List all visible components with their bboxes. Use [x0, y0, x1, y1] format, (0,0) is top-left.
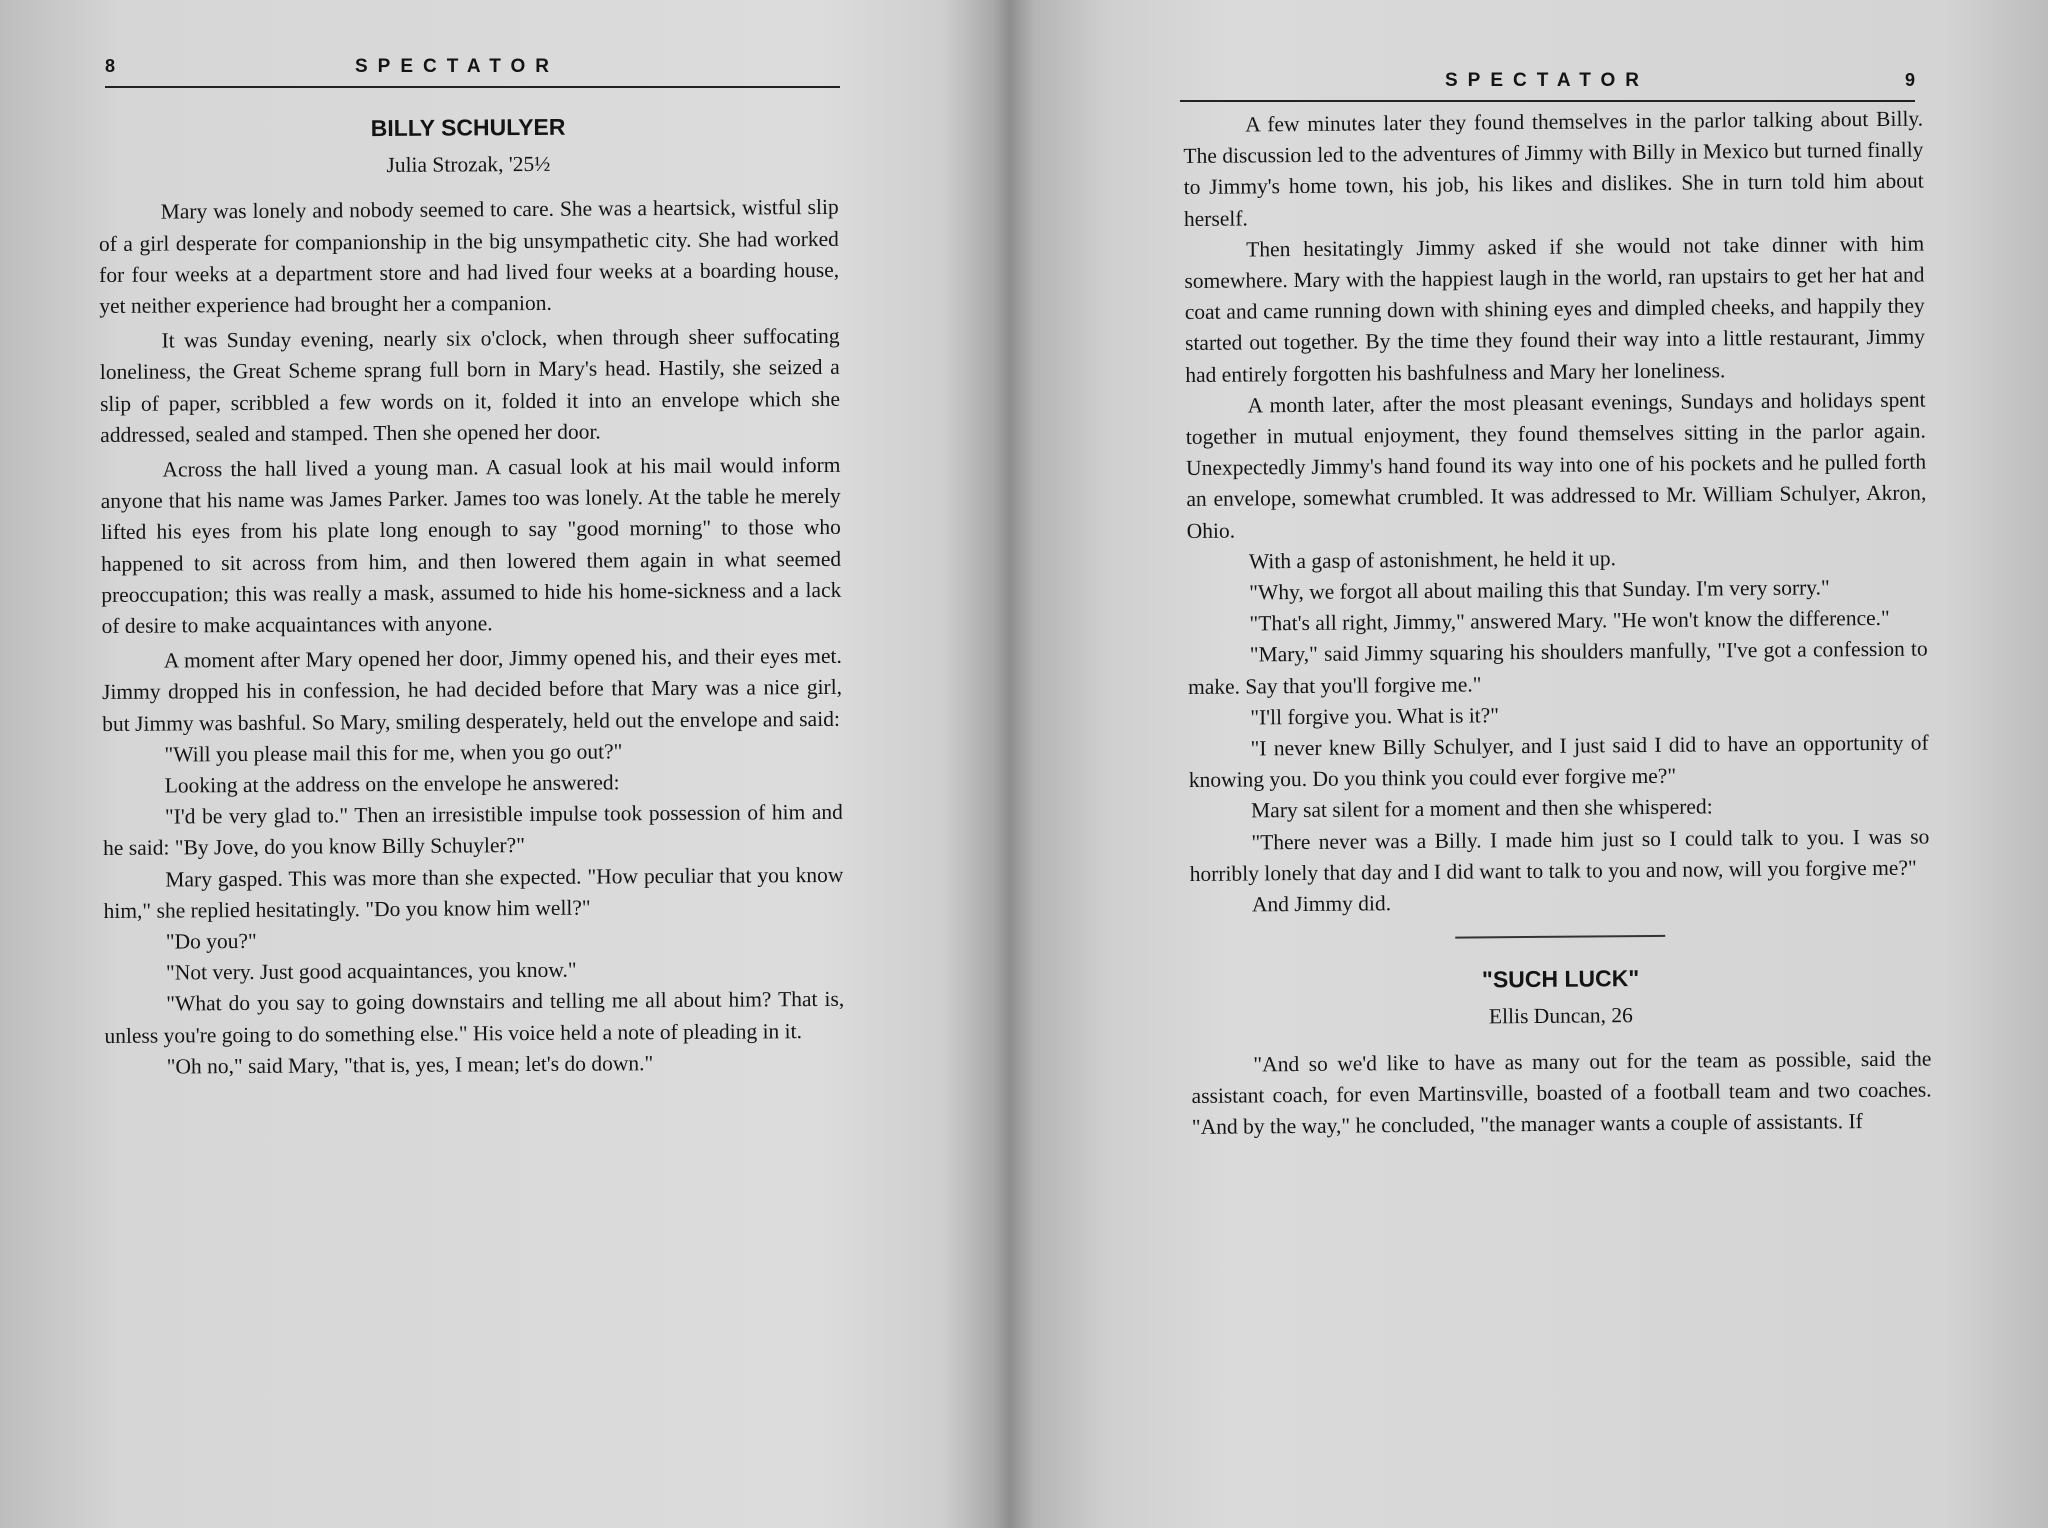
paragraph: Mary was lonely and nobody seemed to care. She was a heartsick, wistful slip of a girl desperate for companionship in the big unsympathetic city. She had worked for four weeks at a department store and had lived four weeks at a boarding house, yet neither experience had brought her a companion.: [98, 195, 840, 319]
paragraph: "I never knew Billy Schulyer, and I just said I did to have an opportunity of knowing you. Do you think you could ever forgive me?": [1188, 730, 1929, 793]
left-page: [0, 0, 1000, 1528]
paragraph: Mary gasped. This was more than she expected. "How peculiar that you know him," she replied hesitatingly. "Do you know him well?": [103, 862, 844, 923]
paragraph: A few minutes later they found themselves in the parlor talking about Billy. The discussion led to the adventures of Jimmy with Billy in Mexico but turned finally to Jimmy's home town, his job, his likes and dislikes. She in turn told him about herself.: [1183, 106, 1924, 231]
running-head-right: [1180, 70, 1915, 102]
story-byline: Ellis Duncan, 26: [1488, 1003, 1633, 1029]
paragraph: Across the hall lived a young man. A casual look at his mail would inform anyone that his name was James Parker. James too was lonely. At the table he merely lifted his eyes from his plate long enough to say "good morning" to those who happened to sit across from him, and then lowered them again in what seemed preoccupation; this was really a mask, assumed to hide his home-sickness and a lack of desire to make acquaintances with anyone.: [100, 452, 842, 639]
story-title: BILLY SCHULYER: [370, 113, 566, 142]
running-head-left: [105, 56, 840, 88]
paragraph: "And so we'd like to have as many out for the team as possible, said the assistant coach, for even Martinsville, boasted of a football team and two coaches. "And by the way," he concluded, "the manager wants a couple of assistants. If: [1191, 1046, 1932, 1140]
paragraph: "Mary," said Jimmy squaring his shoulders manfully, "I've got a confession to make. Say that you'll forgive me.": [1187, 636, 1928, 699]
paragraph: "There never was a Billy. I made him just so I could talk to you. I was so horribly lonely that day and I did want to talk to you and now, will you forgive me?": [1189, 824, 1930, 886]
right-page: [1030, 0, 2048, 1528]
paragraph: It was Sunday evening, nearly six o'clock, when through sheer suffocating loneliness, the Great Scheme sprang full born in Mary's head. Hastily, she seized a slip of paper, scribbled a few words on it, folded it into an envelope which she addressed, sealed and stamped. Then she opened her door.: [99, 324, 841, 447]
page-number: 9: [1904, 70, 1915, 90]
paragraph: "That's all right, Jimmy," answered Mary. "He won't know the difference.": [1249, 606, 1890, 636]
paragraph: "Why, we forgot all about mailing this that Sunday. I'm very sorry.": [1249, 575, 1830, 605]
left-text-column: [98, 110, 845, 1083]
paragraph: "Will you please mail this for me, when you go out?": [164, 739, 623, 767]
paragraph: "Do you?": [165, 928, 257, 954]
paragraph: "I'll forgive you. What is it?": [1250, 703, 1500, 730]
publication-title: SPECTATOR: [355, 56, 560, 77]
paragraph: A moment after Mary opened her door, Jimmy opened his, and their eyes met. Jimmy dropped his in confession, he had decided before that Mary was a nice girl, but Jimmy was bashful. So Mary, smiling desperately, held out the envelope and said:: [101, 644, 843, 736]
publication-title: SPECTATOR: [1445, 70, 1650, 91]
story-byline: Julia Strozak, '25½: [386, 152, 551, 178]
paragraph: "Oh no," said Mary, "that is, yes, I mean; let's do down.": [166, 1051, 654, 1079]
page-number: 8: [105, 56, 116, 76]
paragraph: Mary sat silent for a moment and then she whispered:: [1251, 794, 1713, 823]
paragraph: With a gasp of astonishment, he held it up.: [1248, 546, 1617, 574]
paragraph: Then hesitatingly Jimmy asked if she would not take dinner with him somewhere. Mary with the happiest laugh in the world, ran upstairs to get her hat and coat and came running down with shining eyes and dimpled cheeks, and happily they started out together. By the time they found their way into a little restaurant, Jimmy had entirely forgotten his bashfulness and Mary her loneliness.: [1184, 231, 1926, 387]
section-divider: [1455, 935, 1665, 939]
story-title: "SUCH LUCK": [1481, 965, 1640, 993]
paragraph: Looking at the address on the envelope he answered:: [164, 770, 620, 798]
paragraph: "I'd be very glad to." Then an irresistible impulse took possession of him and he said: "By Jove, do you know Billy Schuyler?": [103, 800, 843, 861]
paragraph: A month later, after the most pleasant evenings, Sundays and holidays spent together in mutual enjoyment, they found themselves sitting in the parlor again. Unexpectedly Jimmy's hand found its way into one of his pockets and he pulled forth an envelope, somewhat crumbled. It was addressed to Mr. William Schulyer, Akron, Ohio.: [1185, 387, 1927, 543]
paragraph: "Not very. Just good acquaintances, you know.": [165, 957, 577, 985]
right-text-column: [1183, 104, 1932, 1144]
paragraph: And Jimmy did.: [1251, 891, 1392, 917]
paragraph: "What do you say to going downstairs and telling me all about him? That is, unless you're going to do something else." His voice held a note of pleading in it.: [104, 987, 845, 1048]
